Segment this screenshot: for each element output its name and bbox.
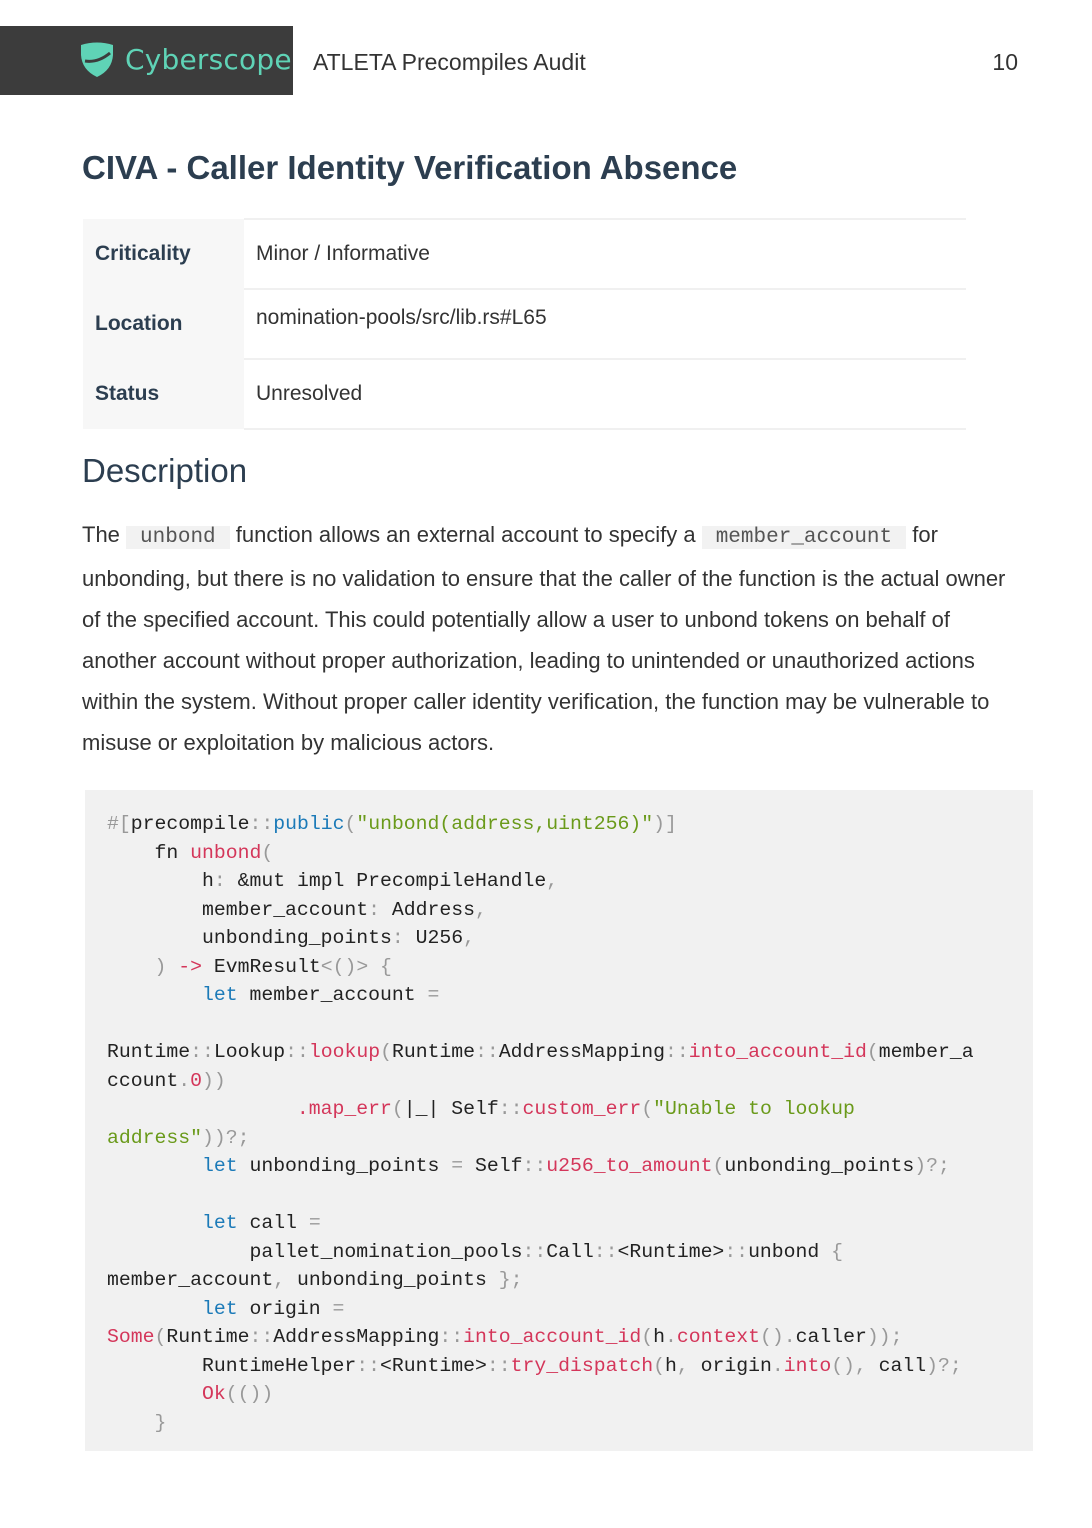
code-token: . xyxy=(664,1326,677,1348)
code-token: origin xyxy=(700,1354,772,1377)
code-line xyxy=(107,1124,974,1153)
code-token: call xyxy=(237,1212,309,1234)
code-token: -> xyxy=(178,955,202,978)
code-line xyxy=(107,1295,974,1324)
code-token: : xyxy=(368,898,392,921)
status-value: Unresolved xyxy=(244,359,966,429)
code-line xyxy=(107,1352,974,1381)
code-token: Call xyxy=(546,1240,594,1263)
status-row xyxy=(83,359,966,429)
code-token: Runtime xyxy=(107,1041,191,1063)
description-text-3: for unbonding, but there is no validation to ensure that the caller of the function is the actual owner of the specified account. This could potentially allow a user to unbond tokens on behalf of another account without proper authorization, leading to unintended or unauthorized actions within the system. Without proper caller identity verification, the function may be vulnerable to misuse or exploitation by malicious actors. xyxy=(82,522,1006,755)
code-token: public xyxy=(273,813,345,835)
code-token: , xyxy=(273,1269,297,1291)
code-token: custom_err xyxy=(522,1098,642,1120)
code-token: lookup xyxy=(308,1041,381,1063)
code-token: Self xyxy=(463,1155,523,1177)
code-token: member_account xyxy=(107,1269,274,1291)
code-token: :: xyxy=(249,813,274,835)
code-token: . xyxy=(771,1354,784,1377)
code-line xyxy=(107,1323,974,1352)
code-token: call xyxy=(878,1354,927,1377)
code-token: (), xyxy=(831,1354,879,1377)
code-token: :: xyxy=(665,1041,689,1063)
code-line xyxy=(107,1038,974,1067)
code-token: Ok xyxy=(107,1383,226,1405)
code-token: unbond xyxy=(748,1240,832,1263)
code-token: caller xyxy=(795,1326,867,1348)
criticality-label: Criticality xyxy=(83,219,244,289)
code-token: = xyxy=(308,1212,321,1234)
code-token: , xyxy=(463,927,476,949)
code-line xyxy=(107,981,974,1010)
location-row xyxy=(83,289,966,359)
code-token: Runtime xyxy=(391,1041,476,1063)
code-token: ( xyxy=(344,813,357,835)
code-token: ( xyxy=(653,1354,665,1377)
code-token: origin xyxy=(237,1297,333,1320)
header-logo-box xyxy=(0,26,293,95)
code-token: let xyxy=(107,1155,238,1177)
code-line xyxy=(107,839,974,868)
code-token: "unbond(address,uint256)" xyxy=(356,813,654,835)
description-text-2: function allows an external account to specify a xyxy=(229,522,702,547)
code-token: RuntimeHelper xyxy=(107,1354,357,1377)
code-token: |_| xyxy=(403,1098,440,1120)
code-line xyxy=(107,867,974,896)
code-token: ))?; xyxy=(201,1126,250,1149)
code-token: ( xyxy=(380,1041,392,1063)
code-token: Some xyxy=(107,1326,155,1348)
code-token: "Unable to lookup xyxy=(653,1098,855,1120)
code-token: . xyxy=(178,1069,191,1092)
code-token: :: xyxy=(190,1041,214,1063)
code-token: AddressMapping xyxy=(498,1041,666,1063)
code-line xyxy=(107,1238,974,1267)
code-token: ( xyxy=(712,1155,725,1177)
code-line xyxy=(107,1209,974,1238)
criticality-value: Minor / Informative xyxy=(244,219,966,289)
description-paragraph xyxy=(82,514,1012,763)
code-token: )?; xyxy=(926,1354,962,1377)
code-token: <()> { xyxy=(320,955,392,978)
inline-code-unbond: unbond xyxy=(126,526,230,549)
location-label: Location xyxy=(83,289,244,359)
code-token: { xyxy=(831,1240,844,1263)
description-text-1: The xyxy=(82,522,127,547)
code-token: , xyxy=(546,870,559,892)
code-line xyxy=(107,1380,974,1409)
code-token: Runtime xyxy=(166,1326,250,1348)
code-token: : xyxy=(391,927,416,949)
finding-title: CIVA - Caller Identity Verification Absence xyxy=(82,149,738,186)
inline-code-member-account: member_account xyxy=(702,526,906,549)
code-token: :: xyxy=(475,1041,499,1063)
code-token: AddressMapping xyxy=(273,1326,440,1348)
code-token: ) xyxy=(107,955,179,978)
code-line xyxy=(107,953,974,982)
code-token: member_account xyxy=(107,898,369,921)
code-line xyxy=(107,1266,974,1295)
code-token: unbonding_points xyxy=(237,1155,452,1177)
code-token: :: xyxy=(498,1098,523,1120)
code-block xyxy=(85,790,1033,1451)
code-token: (()) xyxy=(225,1383,274,1405)
code-token: :: xyxy=(522,1240,547,1263)
code-token: unbond xyxy=(190,841,262,864)
code-line xyxy=(107,924,974,953)
code-token: = xyxy=(451,1155,464,1177)
code-token: <Runtime> xyxy=(617,1240,725,1263)
code-token: precompile xyxy=(130,813,250,835)
code-token: Address xyxy=(391,898,476,921)
code-token: ( xyxy=(641,1098,654,1120)
code-line xyxy=(107,1067,974,1096)
finding-info-table xyxy=(83,218,966,430)
code-token: EvmResult xyxy=(201,955,321,978)
code-token: member_account xyxy=(237,984,428,1006)
code-token: ( xyxy=(866,1041,879,1063)
code-token: h xyxy=(664,1354,677,1377)
code-token: )); xyxy=(866,1326,903,1348)
code-token: unbonding_points xyxy=(724,1155,915,1177)
code-line xyxy=(107,1409,974,1438)
code-token: , xyxy=(676,1354,701,1377)
code-line xyxy=(107,810,974,839)
code-token: ccount xyxy=(107,1069,179,1092)
document-title: ATLETA Precompiles Audit xyxy=(313,49,586,75)
code-token: } xyxy=(107,1411,167,1434)
code-token: &mut impl PrecompileHandle xyxy=(237,870,547,892)
code-token: into_account_id xyxy=(688,1041,867,1063)
code-token: member_a xyxy=(878,1041,974,1063)
code-token: ( xyxy=(261,841,274,864)
code-token: Lookup xyxy=(213,1041,286,1063)
code-token: address" xyxy=(107,1126,202,1149)
code-token: Self xyxy=(439,1098,499,1120)
code-token: h xyxy=(107,870,214,892)
code-token: }; xyxy=(498,1269,523,1291)
brand-name: Cyberscope xyxy=(125,43,292,76)
code-token: = xyxy=(427,984,440,1006)
code-token: :: xyxy=(486,1354,511,1377)
location-value: nomination-pools/src/lib.rs#L65 xyxy=(244,289,966,359)
code-token: into xyxy=(783,1354,832,1377)
code-token: u256_to_amount xyxy=(546,1155,713,1177)
code-token: U256 xyxy=(415,927,464,949)
code-token: context xyxy=(676,1326,760,1348)
code-token: 0 xyxy=(190,1069,202,1092)
code-token: into_account_id xyxy=(463,1326,642,1348)
code-token: :: xyxy=(724,1240,749,1263)
code-token: unbonding_points xyxy=(107,927,392,949)
status-label: Status xyxy=(83,359,244,429)
code-line xyxy=(107,1095,974,1124)
code-token: ( xyxy=(154,1326,167,1348)
code-token: :: xyxy=(356,1354,381,1377)
code-token: <Runtime> xyxy=(380,1354,487,1377)
code-token: (). xyxy=(759,1326,796,1348)
code-token: ( xyxy=(391,1098,404,1120)
code-token: .map_err xyxy=(107,1098,392,1120)
code-token: unbonding_points xyxy=(296,1269,499,1291)
code-token: #[ xyxy=(107,813,131,835)
code-token: :: xyxy=(593,1240,618,1263)
description-heading: Description xyxy=(82,452,248,489)
code-token: :: xyxy=(249,1326,274,1348)
code-token: h xyxy=(653,1326,665,1348)
code-token: , xyxy=(475,898,487,921)
code-line xyxy=(107,1181,974,1210)
code-line xyxy=(107,1010,974,1039)
code-token: fn xyxy=(107,841,191,864)
code-token: pallet_nomination_pools xyxy=(107,1240,523,1263)
criticality-row xyxy=(83,219,966,289)
code-line xyxy=(107,896,974,925)
code-token: let xyxy=(107,1212,238,1234)
code-token: :: xyxy=(439,1326,464,1348)
code-token: :: xyxy=(285,1041,309,1063)
code-content xyxy=(107,810,974,1437)
code-token: )] xyxy=(653,813,677,835)
code-token: let xyxy=(107,984,238,1006)
code-token: let xyxy=(107,1297,238,1320)
code-token: try_dispatch xyxy=(510,1354,654,1377)
code-token: )) xyxy=(201,1069,226,1092)
code-token: = xyxy=(332,1297,345,1320)
page-number: 10 xyxy=(992,49,1018,75)
code-token: : xyxy=(213,870,238,892)
code-line xyxy=(107,1152,974,1181)
code-token: )?; xyxy=(914,1155,950,1177)
cyberscope-shield-icon xyxy=(78,41,116,79)
code-token: :: xyxy=(522,1155,547,1177)
code-token: ( xyxy=(641,1326,654,1348)
